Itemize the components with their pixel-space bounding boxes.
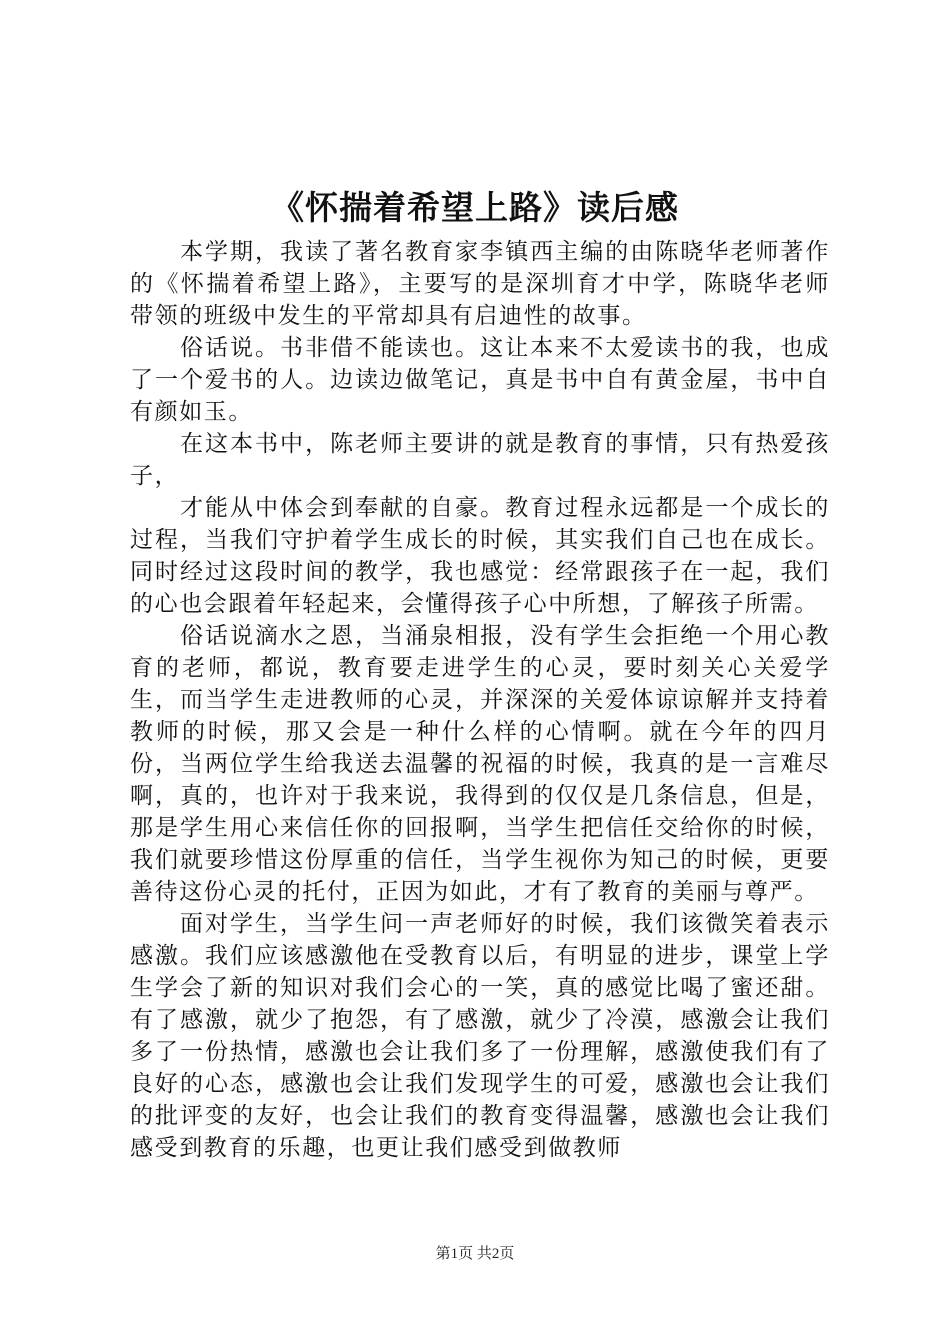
paragraph: 俗话说。书非借不能读也。这让本来不太爱读书的我，也成了一个爱书的人。边读边做笔记，真是书中自有黄金屋，书中自有颜如玉。 [130,335,830,425]
page-footer: 第1页 共2页 [435,1246,515,1262]
paragraph: 本学期，我读了著名教育家李镇西主编的由陈晓华老师著作的《怀揣着希望上路》，主要写的是深圳育才中学，陈晓华老师带领的班级中发生的平常却具有启迪性的故事。 [130,239,830,329]
paragraph: 面对学生，当学生问一声老师好的时候，我们该微笑着表示感激。我们应该感激他在受教育以后，有明显的进步，课堂上学生学会了新的知识对我们会心的一笑，真的感觉比喝了蜜还甜。有了感激，就少了抱怨，有了感激，就少了冷漠，感激会让我们多了一份热情，感激也会让我们多了一份理解，感激使我们有了良好的心态，感激也会让我们发现学生的可爱，感激也会让我们的批评变的友好，也会让我们的教育变得温馨，感激也会让我们感受到教育的乐趣，也更让我们感受到做教师 [130,911,830,1161]
document-body [130,236,830,1164]
paragraph: 俗话说滴水之恩，当涌泉相报，没有学生会拒绝一个用心教育的老师，都说，教育要走进学生的心灵，要时刻关心关爱学生，而当学生走进教师的心灵，并深深的关爱体谅谅解并支持着教师的时候，那又会是一种什么样的心情啊。就在今年的四月份，当两位学生给我送去温馨的祝福的时候，我真的是一言难尽啊，真的，也许对于我来说，我得到的仅仅是几条信息，但是，那是学生用心来信任你的回报啊，当学生把信任交给你的时候，我们就要珍惜这份厚重的信任，当学生视你为知己的时候，更要善待这份心灵的托付，正因为如此，才有了教育的美丽与尊严。 [130,623,830,905]
paragraph: 才能从中体会到奉献的自豪。教育过程永远都是一个成长的过程，当我们守护着学生成长的时候，其实我们自己也在成长。同时经过这段时间的教学，我也感觉：经常跟孩子在一起，我们的心也会跟着年轻起来，会懂得孩子心中所想，了解孩子所需。 [130,495,830,617]
document-title: 《怀揣着希望上路》读后感 [271,188,679,227]
paragraph: 在这本书中，陈老师主要讲的就是教育的事情，只有热爱孩子， [130,431,830,489]
